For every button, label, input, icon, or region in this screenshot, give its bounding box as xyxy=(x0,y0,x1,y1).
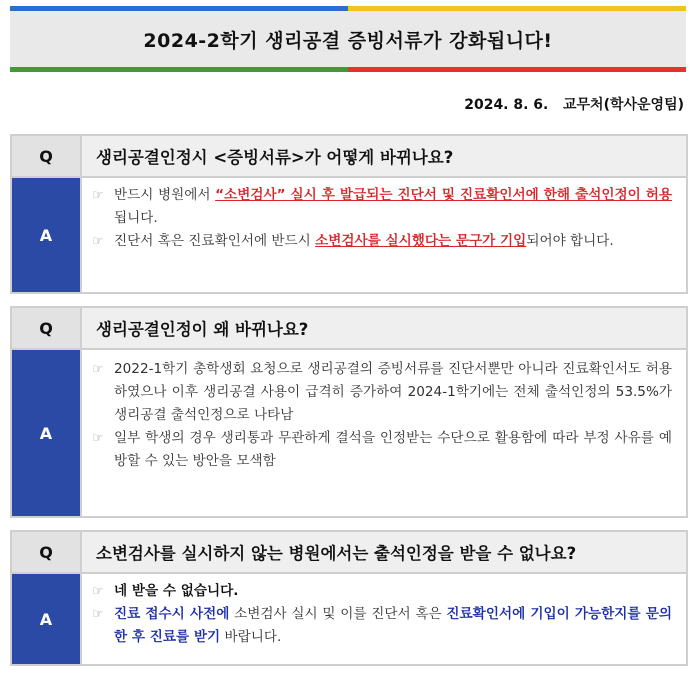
answer-body xyxy=(82,350,686,516)
answer-item xyxy=(92,230,672,253)
answer-body xyxy=(82,178,686,292)
question-text: 생리공결인정시 <증빙서류>가 어떻게 바뀌나요? xyxy=(82,136,686,176)
hand-pointing-icon: ☞ xyxy=(92,584,104,599)
page-title: 2024-2학기 생리공결 증빙서류가 강화됩니다! xyxy=(10,11,686,67)
answer-text xyxy=(114,603,672,649)
answer-item xyxy=(92,184,672,230)
q-label: Q xyxy=(12,308,82,348)
hand-pointing-icon: ☞ xyxy=(92,607,104,622)
answer-segment: 진단서 혹은 진료확인서에 반드시 xyxy=(114,233,316,249)
answer-segment: 소변검사 실시 및 이를 진단서 혹은 xyxy=(229,606,447,622)
answer-text xyxy=(114,184,672,230)
hand-pointing-icon: ☞ xyxy=(92,431,104,446)
answer-segment: 되어야 합니다. xyxy=(526,233,614,249)
answer-segment: 네 받을 수 없습니다. xyxy=(114,583,239,599)
answer-segment: 반드시 병원에서 xyxy=(114,187,216,203)
answer-text xyxy=(114,580,672,603)
answer-row xyxy=(12,178,686,292)
qa-block-1 xyxy=(10,134,688,294)
answer-segment: 됩니다. xyxy=(114,210,158,226)
question-text: 소변검사를 실시하지 않는 병원에서는 출석인정을 받을 수 없나요? xyxy=(82,532,686,572)
question-text: 생리공결인정이 왜 바뀌나요? xyxy=(82,308,686,348)
date: 2024. 8. 6. xyxy=(464,97,549,113)
question-row xyxy=(12,532,686,574)
q-label: Q xyxy=(12,136,82,176)
answer-item xyxy=(92,603,672,649)
answer-row xyxy=(12,574,686,664)
answer-text xyxy=(114,230,672,253)
hand-pointing-icon: ☞ xyxy=(92,362,104,377)
answer-text xyxy=(114,358,672,427)
answer-segment: 진료 접수시 사전에 xyxy=(114,606,230,622)
answer-item xyxy=(92,427,672,473)
q-label: Q xyxy=(12,532,82,572)
answer-item xyxy=(92,580,672,603)
date-line xyxy=(464,94,684,114)
answer-segment: 일부 학생의 경우 생리통과 무관하게 결석을 인정받는 수단으로 활용함에 따라 부정 사유를 예방할 수 있는 방안을 모색함 xyxy=(114,430,672,469)
qa-block-2 xyxy=(10,306,688,518)
question-row xyxy=(12,308,686,350)
answer-item xyxy=(92,358,672,427)
answer-text xyxy=(114,427,672,473)
question-row xyxy=(12,136,686,178)
hand-pointing-icon: ☞ xyxy=(92,234,104,249)
answer-body xyxy=(82,574,686,664)
qa-block-3 xyxy=(10,530,688,666)
office: 교무처(학사운영팀) xyxy=(563,97,684,113)
answer-segment: 바랍니다. xyxy=(220,629,282,645)
answer-row xyxy=(12,350,686,516)
answer-segment: 2022-1학기 총학생회 요청으로 생리공결의 증빙서류를 진단서뿐만 아니라 진료확인서도 허용하였으나 이후 생리공결 사용이 급격히 증가하여 2024-1학기에는 전체 출석인정의 53.5%가 생리공결 출석인정으로 나타남 xyxy=(114,361,672,423)
answer-segment: 소변검사를 실시했다는 문구가 기입 xyxy=(315,233,527,249)
hand-pointing-icon: ☞ xyxy=(92,188,104,203)
answer-segment: 진료확인서에 기입이 가능한지를 문의한 후 진료를 받기 xyxy=(114,606,672,645)
answer-segment: “소변검사” 실시 후 발급되는 진단서 및 진료확인서에 한해 출석인정이 허용 xyxy=(215,187,672,203)
a-label: A xyxy=(12,574,82,664)
a-label: A xyxy=(12,178,82,292)
a-label: A xyxy=(12,350,82,516)
bottom-color-bar xyxy=(10,67,686,72)
